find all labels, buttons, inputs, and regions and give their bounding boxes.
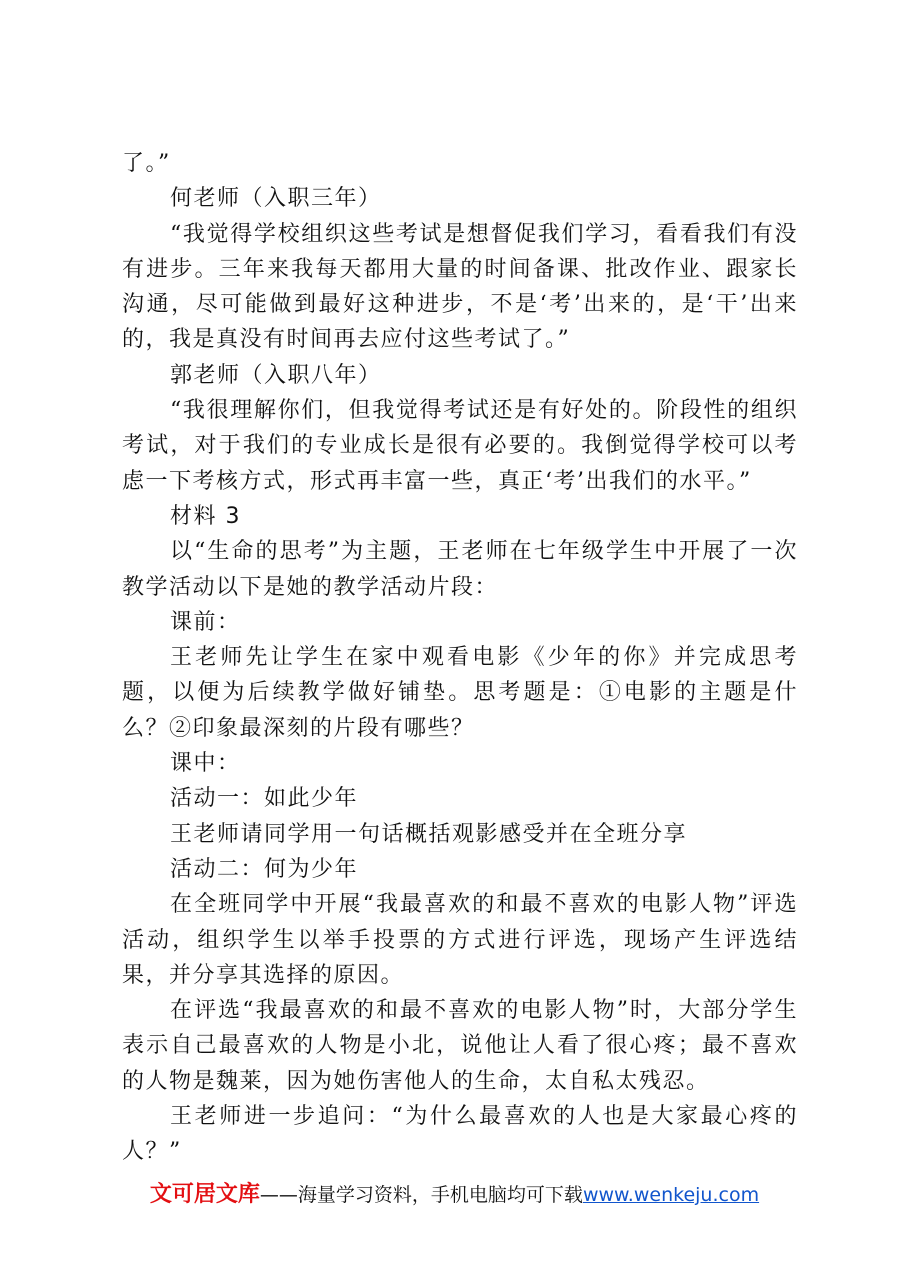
paragraph: “我很理解你们，但我觉得考试还是有好处的。阶段性的组织考试，对于我们的专业成长是很有必要的。我倒觉得学校可以考虑一下考核方式，形式再丰富一些，真正‘考’出我们的水平。”	[122, 398, 798, 494]
paragraph: “我觉得学校组织这些考试是想督促我们学习，看看我们有没有进步。三年来我每天都用大量的时间备课、批改作业、跟家长沟通，尽可能做到最好这种进步，不是‘考’出来的，是‘干’出来的，我是真没有时间再去应付这些考试了。”	[122, 221, 798, 353]
paragraph: 郭老师（入职八年）	[170, 362, 382, 388]
footer	[0, 1180, 909, 1210]
paragraph: 了。”	[122, 151, 171, 176]
paragraph: 以“生命的思考”为主题，王老师在七年级学生中开展了一次教学活动以下是她的教学活动片段：	[122, 539, 798, 600]
paragraph: 课中：	[170, 751, 241, 777]
paragraph: 王老师先让学生在家中观看电影《少年的你》并完成思考题，以便为后续教学做好铺垫。思考题是：①电影的主题是什么？②印象最深刻的片段有哪些？	[122, 645, 798, 741]
paragraph: 在全班同学中开展“我最喜欢的和最不喜欢的电影人物”评选活动，组织学生以举手投票的方式进行评选，现场产生评选结果，并分享其选择的原因。	[122, 892, 798, 988]
footer-site-link[interactable]: www.wenkeju.com	[582, 1184, 760, 1206]
paragraph: 王老师进一步追问：“为什么最喜欢的人也是大家最心疼的人？”	[122, 1104, 798, 1165]
paragraph: 何老师（入职三年）	[170, 186, 382, 212]
paragraph: 课前：	[170, 609, 241, 635]
footer-tagline: ——海量学习资料，手机电脑均可下载	[259, 1184, 583, 1206]
paragraph: 王老师请同学用一句话概括观影感受并在全班分享	[170, 821, 688, 847]
paragraph: 活动二：何为少年	[170, 856, 359, 882]
paragraph: 活动一：如此少年	[170, 786, 359, 812]
material-heading: 材料 3	[170, 503, 241, 529]
footer-brand: 文可居文库	[149, 1182, 260, 1207]
paragraph: 在评选“我最喜欢的和最不喜欢的电影人物”时，大部分学生表示自己最喜欢的人物是小北，说他让人看了很心疼；最不喜欢的人物是魏莱，因为她伤害他人的生命，太自私太残忍。	[122, 998, 798, 1094]
document-body	[122, 146, 798, 1170]
